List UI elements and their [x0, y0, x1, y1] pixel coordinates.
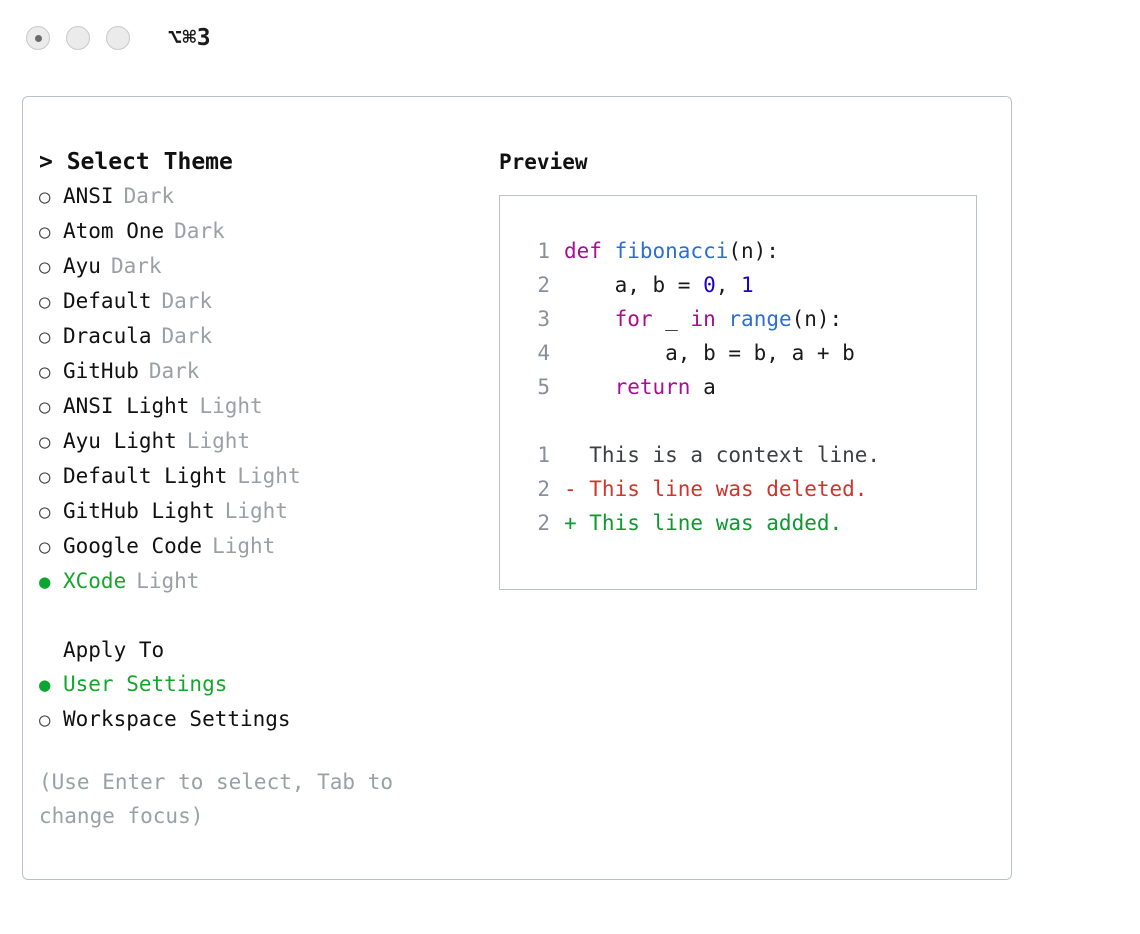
code-line-content — [564, 302, 842, 336]
radio-selected-icon[interactable]: ● — [39, 674, 51, 696]
diff-line-number: 2 — [537, 477, 550, 501]
radio-unselected-icon[interactable]: ○ — [39, 326, 51, 348]
code-token: range — [728, 307, 792, 331]
apply-to-label: Workspace Settings — [63, 707, 291, 731]
apply-to-label: User Settings — [63, 672, 228, 696]
apply-to-item[interactable] — [39, 667, 499, 702]
code-blank-line — [522, 404, 976, 438]
radio-unselected-icon[interactable]: ○ — [39, 291, 51, 313]
theme-list-label: GitHub — [63, 359, 139, 383]
code-token: a — [690, 375, 716, 399]
theme-list-variant-tag: Light — [136, 569, 200, 593]
preview-box — [499, 195, 977, 590]
theme-list-item[interactable] — [39, 564, 499, 599]
theme-list-variant-tag: Dark — [174, 219, 225, 243]
theme-list-label: ANSI Light — [63, 394, 190, 418]
diff-line-content — [564, 506, 842, 540]
theme-list-label: Dracula — [63, 324, 152, 348]
theme-list-variant-tag: Light — [224, 499, 288, 523]
radio-unselected-icon[interactable]: ○ — [39, 536, 51, 558]
radio-unselected-icon[interactable]: ○ — [39, 501, 51, 523]
theme-list-item[interactable] — [39, 354, 499, 389]
code-line — [522, 234, 976, 268]
radio-unselected-icon[interactable]: ○ — [39, 221, 51, 243]
theme-list-variant-tag: Dark — [161, 289, 213, 313]
theme-list-variant-tag: Dark — [148, 359, 200, 383]
code-token — [564, 307, 615, 331]
preview-column — [499, 145, 995, 869]
radio-unselected-icon[interactable]: ○ — [39, 361, 51, 383]
code-token — [716, 307, 729, 331]
code-line-number: 3 — [537, 307, 550, 331]
apply-to-item[interactable] — [39, 702, 499, 737]
apply-to-heading: Apply To — [63, 638, 165, 662]
code-line-number: 5 — [537, 375, 550, 399]
radio-selected-icon[interactable]: ● — [39, 571, 51, 593]
code-line-number: 4 — [537, 341, 550, 365]
code-line-number: 2 — [537, 273, 550, 297]
code-line-content — [564, 336, 855, 370]
code-token — [564, 375, 615, 399]
code-line-content — [564, 234, 779, 268]
code-token: a, b = — [564, 273, 704, 297]
code-line-number: 1 — [537, 239, 550, 263]
theme-list-label: Ayu Light — [63, 429, 177, 453]
theme-list-label: Google Code — [63, 534, 203, 558]
radio-unselected-icon[interactable]: ○ — [39, 186, 51, 208]
code-token: 0 — [703, 273, 716, 297]
theme-list-label: ANSI — [63, 184, 114, 208]
theme-list-label: Ayu — [63, 254, 101, 278]
diff-line — [522, 438, 976, 472]
theme-list-variant-tag: Light — [199, 394, 263, 418]
keyboard-shortcut-label: ⌥⌘3 — [168, 25, 212, 51]
title-bar — [0, 0, 1140, 76]
preview-title: Preview — [499, 150, 588, 174]
code-token: for — [614, 307, 653, 331]
code-line — [522, 370, 976, 404]
code-token: fibonacci — [614, 239, 729, 263]
theme-list-item[interactable] — [39, 494, 499, 529]
theme-selection-column — [39, 145, 499, 869]
theme-list-item[interactable] — [39, 249, 499, 284]
code-token: a, b = b, a + b — [564, 341, 855, 365]
theme-list-item[interactable] — [39, 459, 499, 494]
theme-list-variant-tag: Dark — [161, 324, 213, 348]
radio-unselected-icon[interactable]: ○ — [39, 709, 51, 731]
theme-list-label: Default Light — [63, 464, 228, 488]
theme-list-variant-tag: Light — [212, 534, 276, 558]
theme-list-item[interactable] — [39, 424, 499, 459]
diff-sample — [522, 438, 976, 540]
list-spacer — [39, 599, 499, 633]
theme-list-variant-tag: Dark — [123, 184, 175, 208]
diff-line-content — [564, 438, 880, 472]
theme-list-item[interactable] — [39, 214, 499, 249]
radio-unselected-icon[interactable]: ○ — [39, 396, 51, 418]
code-token: + This line was added. — [564, 511, 843, 535]
radio-unselected-icon[interactable]: ○ — [39, 466, 51, 488]
theme-picker-panel — [22, 96, 1012, 880]
theme-list-label: GitHub Light — [63, 499, 215, 523]
theme-list-item[interactable] — [39, 179, 499, 214]
theme-list-label: Default — [63, 289, 152, 313]
diff-line-number: 1 — [537, 443, 550, 467]
apply-to-list[interactable] — [39, 667, 499, 737]
theme-list-label: XCode — [63, 569, 127, 593]
radio-unselected-icon[interactable]: ○ — [39, 256, 51, 278]
theme-list-variant-tag: Light — [237, 464, 301, 488]
code-token: 1 — [741, 273, 754, 297]
code-token: (n): — [791, 307, 843, 331]
code-line — [522, 302, 976, 336]
diff-line — [522, 472, 976, 506]
theme-list-variant-tag: Dark — [110, 254, 162, 278]
code-token: , — [715, 273, 742, 297]
code-token: def — [564, 239, 615, 263]
code-token: _ — [652, 307, 691, 331]
code-token: in — [690, 307, 716, 331]
theme-list-item[interactable] — [39, 284, 499, 319]
theme-list-label: Atom One — [63, 219, 165, 243]
theme-list-item[interactable] — [39, 529, 499, 564]
radio-unselected-icon[interactable]: ○ — [39, 431, 51, 453]
code-line — [522, 268, 976, 302]
window-minimize-button[interactable] — [66, 26, 90, 50]
theme-list[interactable] — [39, 179, 499, 599]
code-line — [522, 336, 976, 370]
diff-line-content — [564, 472, 867, 506]
diff-line — [522, 506, 976, 540]
keyboard-hint-text: (Use Enter to select, Tab to change focus) — [39, 770, 394, 828]
select-theme-heading: > Select Theme — [39, 149, 233, 175]
code-sample — [522, 234, 976, 404]
code-token: This is a context line. — [564, 443, 881, 467]
window-maximize-button[interactable] — [106, 26, 130, 50]
code-token: - This line was deleted. — [564, 477, 868, 501]
theme-list-item[interactable] — [39, 389, 499, 424]
theme-list-item[interactable] — [39, 319, 499, 354]
diff-line-number: 2 — [537, 511, 550, 535]
code-line-content — [564, 370, 716, 404]
window-close-button[interactable] — [26, 26, 50, 50]
code-token: (n): — [728, 239, 779, 263]
code-token: return — [614, 375, 691, 399]
code-line-content — [564, 268, 754, 302]
theme-list-variant-tag: Light — [186, 429, 251, 453]
